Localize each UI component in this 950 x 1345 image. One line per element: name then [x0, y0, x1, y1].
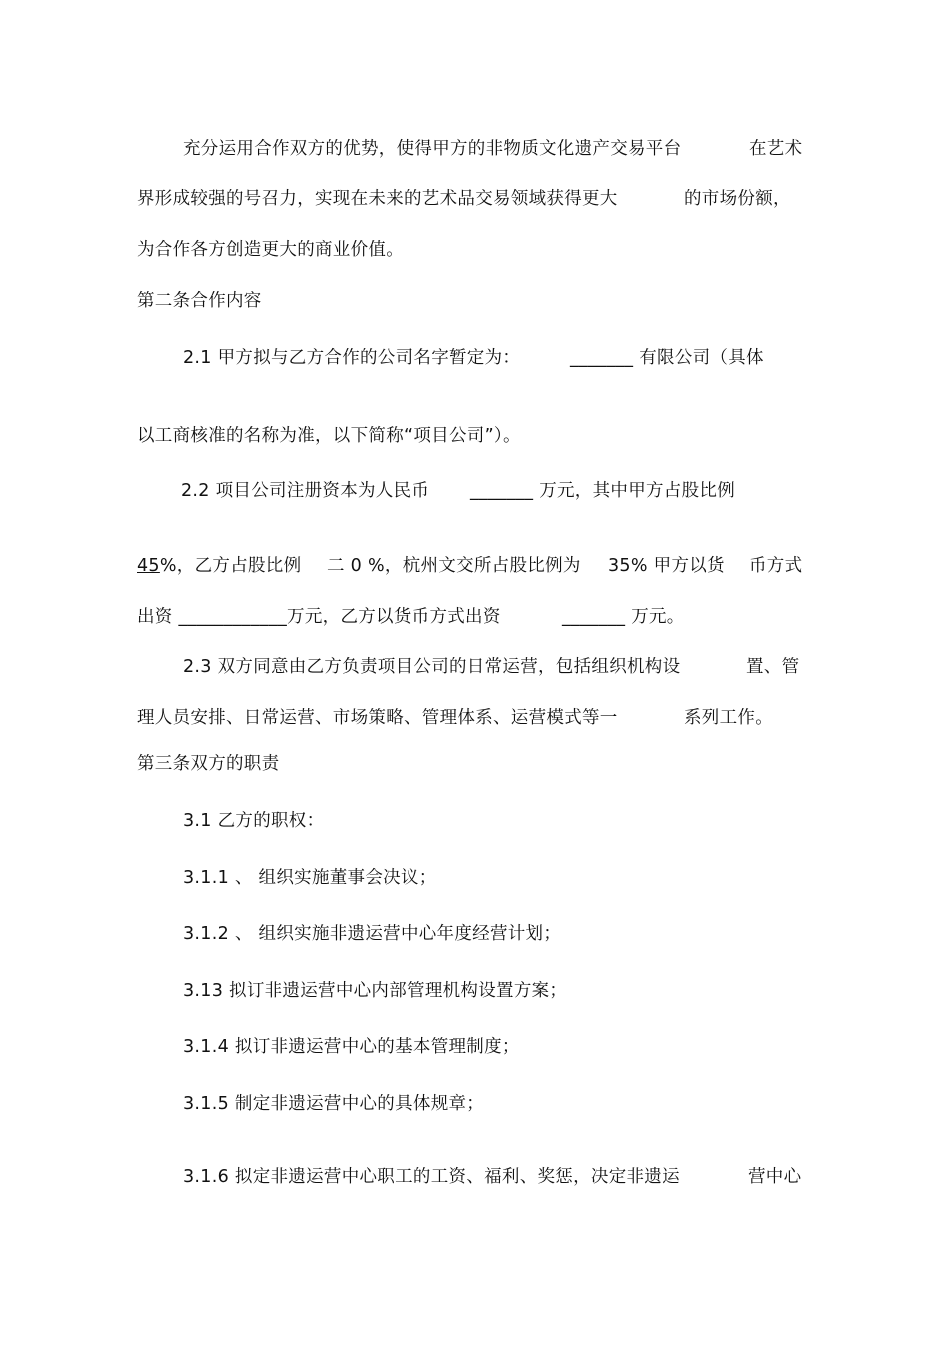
- text-segment: _______ 万元。: [562, 607, 685, 627]
- list-item-text: 3.1.2 、 组织实施非遗运营中心年度经营计划；: [183, 924, 562, 944]
- paragraph-1-line-1: [183, 137, 681, 161]
- clause-2-2-line-2-right: [608, 554, 725, 578]
- list-item-3-1-6: [183, 1165, 680, 1189]
- list-item-text: 3.1.1 、 组织实施董事会决议；: [183, 868, 437, 888]
- list-item-text: 营中心: [748, 1167, 802, 1187]
- paragraph-1-line-1-end: [749, 137, 802, 161]
- clause-2-2-line-1: [181, 479, 429, 503]
- clause-2-2-line-3: [137, 605, 501, 629]
- text-segment: 系列工作。: [684, 708, 773, 728]
- text-segment: 理人员安排、日常运营、市场策略、管理体系、运营模式等一: [137, 708, 618, 728]
- paragraph-1-line-3: [137, 238, 404, 262]
- list-item: [183, 922, 561, 946]
- text-segment: 2.1 甲方拟与乙方合作的公司名字暂定为：: [183, 348, 521, 368]
- heading-text: 第二条合作内容: [137, 291, 262, 311]
- clause-2-2-line-2-mid: [327, 554, 581, 578]
- paragraph-1-line-2-end: [684, 187, 791, 211]
- list-item-text: 3.1.5 制定非遗运营中心的具体规章；: [183, 1094, 485, 1114]
- clause-2-1-line-1: [183, 346, 520, 370]
- text-segment: 界形成较强的号召力，实现在未来的艺术品交易领域获得更大: [137, 189, 618, 209]
- text-segment: 以工商核准的名称为准，以下简称“项目公司”）。: [137, 426, 521, 446]
- text-segment: 2.3 双方同意由乙方负责项目公司的日常运营，包括组织机构设: [183, 657, 681, 677]
- paragraph-1-line-2: [137, 187, 618, 211]
- clause-2-3-line-2: [137, 706, 618, 730]
- clause-2-2-line-2: [137, 554, 301, 578]
- list-item-3-1-6-end: [748, 1165, 801, 1189]
- text-segment: 出资 ____________万元，乙方以货币方式出资: [137, 607, 501, 627]
- list-item: [183, 979, 567, 1003]
- clause-2-1-line-2: [137, 424, 521, 448]
- text-segment: 为合作各方创造更大的商业价值。: [137, 240, 404, 260]
- list-item-text: 3.1 乙方的职权：: [183, 811, 325, 831]
- text-segment: 2.2 项目公司注册资本为人民币: [181, 481, 430, 501]
- clause-2-3-line-2-end: [684, 706, 773, 730]
- text-segment: %，乙方占股比例: [159, 556, 302, 576]
- heading-text: 第三条双方的职责: [137, 754, 280, 774]
- list-item-text: 3.1.6 拟定非遗运营中心职工的工资、福利、奖惩，决定非遗运: [183, 1167, 680, 1187]
- list-item: [183, 1035, 520, 1059]
- article-3-heading: [137, 752, 279, 776]
- text-segment: 充分运用合作双方的优势，使得甲方的非物质文化遗产交易平台: [183, 139, 682, 159]
- list-item-text: 3.1.4 拟订非遗运营中心的基本管理制度；: [183, 1037, 520, 1057]
- clause-2-1-line-1-end: [570, 346, 764, 370]
- text-segment: 35% 甲方以货: [608, 556, 725, 576]
- clause-2-2-line-1-end: [470, 479, 735, 503]
- list-item: [183, 1092, 484, 1116]
- text-segment: _______ 有限公司（具体: [570, 348, 764, 368]
- clause-2-3-line-1-end: [746, 655, 799, 679]
- article-2-heading: [137, 289, 262, 313]
- list-item: [183, 866, 437, 890]
- text-segment: 二 0 %，杭州文交所占股比例为: [327, 556, 581, 576]
- text-segment: 置、管: [746, 657, 800, 677]
- clause-2-3-line-1: [183, 655, 680, 679]
- percent-value: 45: [137, 556, 160, 576]
- list-item: [183, 809, 324, 833]
- text-segment: 在艺术: [749, 139, 803, 159]
- clause-2-2-line-2-end: [749, 554, 802, 578]
- clause-2-2-line-3-end: [562, 605, 685, 629]
- text-segment: 的市场份额，: [684, 189, 791, 209]
- text-segment: _______ 万元，其中甲方占股比例: [470, 481, 736, 501]
- text-segment: 币方式: [749, 556, 803, 576]
- list-item-text: 3.13 拟订非遗运营中心内部管理机构设置方案；: [183, 981, 568, 1001]
